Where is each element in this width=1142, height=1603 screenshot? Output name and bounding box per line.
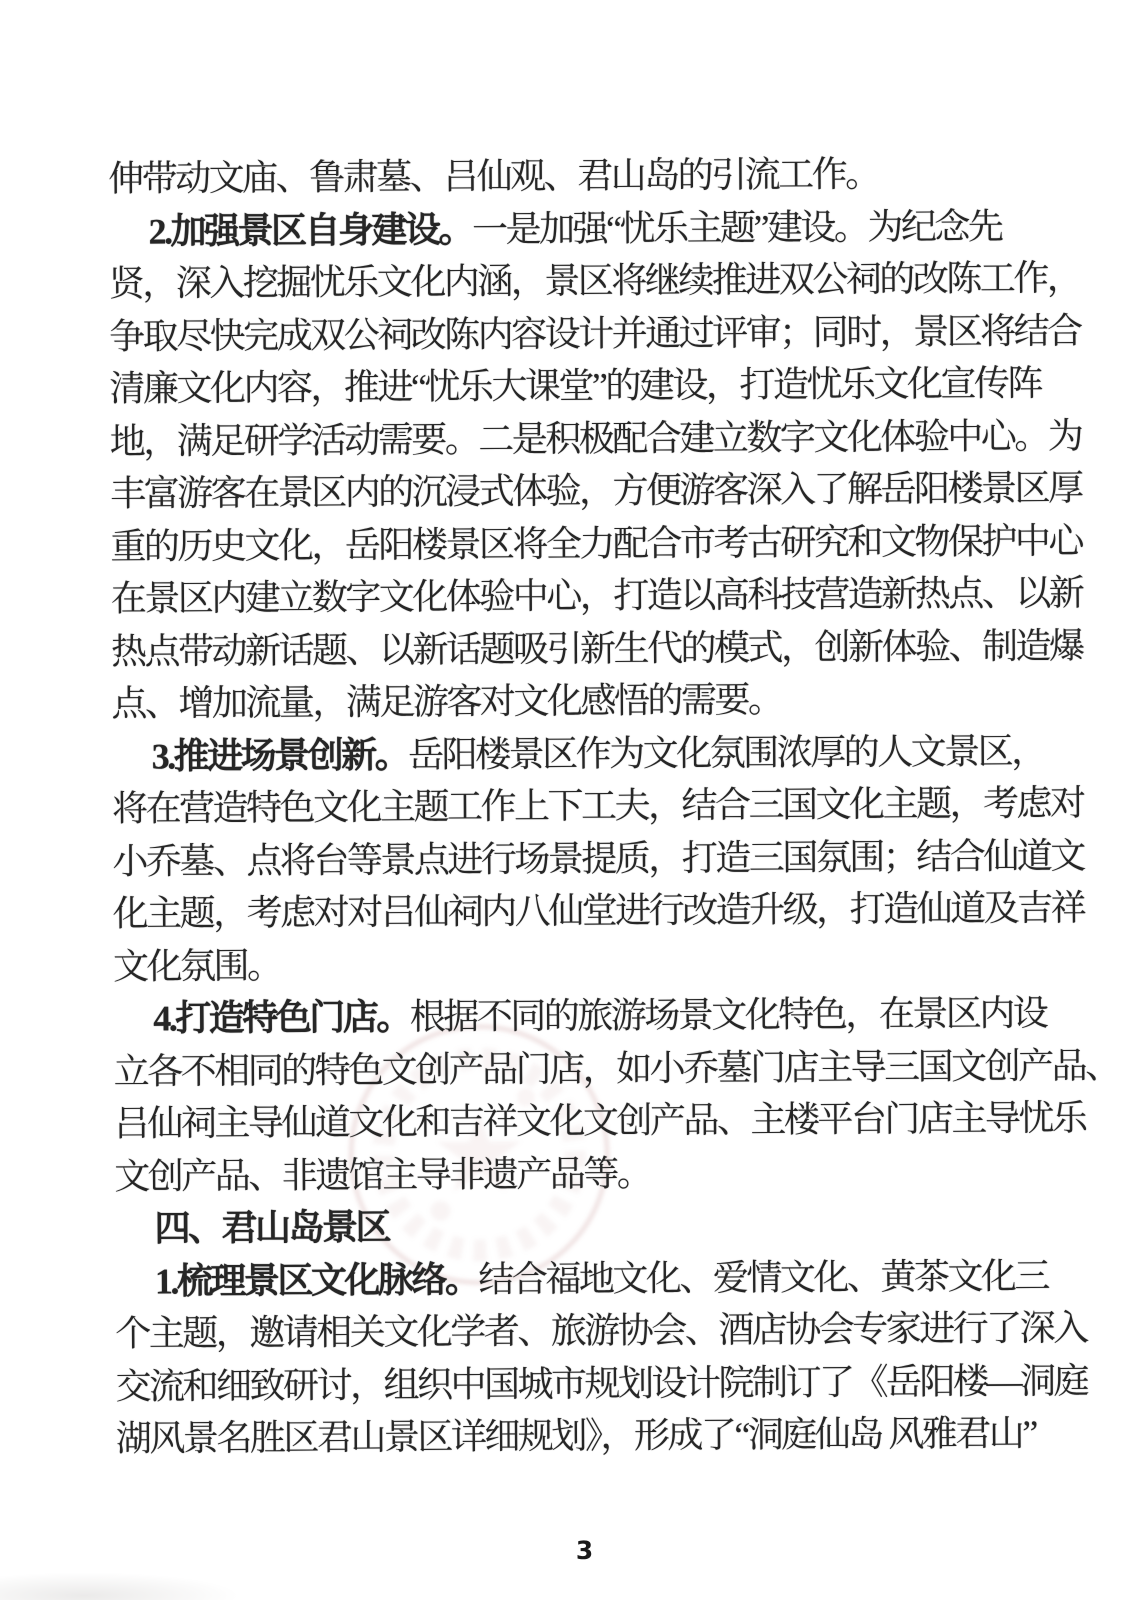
body-text: 伸带动文庙、鲁肃墓、吕仙观、君山岛的引流工作。 [108, 154, 879, 199]
body-text: 结合福地文化、爱情文化、黄茶文化三 [478, 1255, 1049, 1300]
text-line [114, 1197, 1076, 1255]
body-text: 一是加强“忧乐主题”建设。为纪念先 [471, 205, 1002, 250]
text-line [115, 1302, 1087, 1360]
text-line [110, 619, 1083, 677]
text-line [109, 304, 1081, 362]
document-body [108, 147, 1119, 1465]
body-text: 小乔墓、点将台等景点进行场景提质，打造三国氛围；结合仙道文 [112, 835, 1084, 882]
text-line [109, 357, 1071, 415]
section-heading-text: 1.梳理景区文化脉络。 [154, 1259, 479, 1302]
body-text: 个主题，邀请相关文化学者、旅游协会、酒店协会专家进行了深入 [115, 1307, 1087, 1354]
text-line [109, 409, 1082, 467]
text-line [114, 1144, 1076, 1202]
section-heading-text: 3.推进场景创新。 [151, 734, 409, 777]
body-text: 岳阳楼景区作为文化氛围浓厚的人文景区， [408, 730, 1045, 775]
text-line [109, 462, 1082, 520]
text-line [113, 1092, 1086, 1150]
text-line [112, 829, 1084, 887]
body-text: 吕仙祠主导仙道文化和吉祥文化文创产品、主楼平台门店主导忧乐 [113, 1097, 1086, 1144]
section-heading-text: 4.打造特色门店。 [153, 996, 410, 1039]
body-text: 热点带动新话题、以新话题吸引新生代的模式，创新体验、制造爆 [110, 625, 1083, 672]
text-line [115, 1249, 1077, 1307]
page-number: 3 [575, 1535, 594, 1565]
text-line [113, 934, 1075, 992]
body-text: 清廉文化内容，推进“忧乐大课堂”的建设，打造忧乐文化宣传阵 [109, 363, 1042, 409]
body-text: 文创产品、非遗馆主导非遗产品等。 [114, 1153, 651, 1197]
text-line [116, 1407, 1078, 1465]
body-text: 贤，深入挖掘忧乐文化内涵，景区将继续推进双公祠的改陈工作， [108, 257, 1081, 304]
body-text: 争取尽快完成双公祠改陈内容设计并通过评审；同时，景区将结合 [109, 310, 1081, 357]
body-text: 丰富游客在景区内的沉浸式体验，方便游客深入了解岳阳楼景区厚 [109, 467, 1082, 514]
text-line [113, 1039, 1119, 1097]
text-line [108, 199, 1070, 257]
text-line [110, 514, 1083, 572]
body-text: 湖风景名胜区君山景区详细规划》，形成了“洞庭仙岛 风雅君山” [115, 1413, 1036, 1459]
body-text: 交流和细致研讨，组织中国城市规划设计院制订了《岳阳楼—洞庭 [115, 1360, 1088, 1407]
text-line [115, 1354, 1088, 1412]
body-text: 地，满足研学活动需要。二是积极配合建立数字文化体验中心。为 [109, 415, 1082, 462]
body-text: 在景区内建立数字文化体验中心，打造以高科技营造新热点、以新 [110, 572, 1083, 619]
body-text: 重的历史文化，岳阳楼景区将全力配合市考古研究和文物保护中心 [110, 520, 1083, 567]
text-line [110, 567, 1083, 625]
text-line [111, 777, 1084, 835]
text-line [112, 882, 1085, 940]
body-text: 根据不同的旅游场景文化特色，在景区内设 [409, 993, 1047, 1037]
body-text: 点、增加流量，满足游客对文化感悟的需要。 [111, 679, 782, 724]
body-text: 文化氛围。 [112, 945, 281, 987]
body-text: 立各不相同的特色文创产品门店，如小乔墓门店主导三国文创产品、 [113, 1045, 1119, 1092]
text-line [108, 147, 1070, 205]
text-line [111, 672, 1073, 730]
body-text: 将在营造特色文化主题工作上下工夫，结合三国文化主题，考虑对 [111, 782, 1084, 829]
text-line [108, 252, 1081, 310]
text-line [112, 724, 1074, 782]
text-line [113, 987, 1075, 1045]
scan-smudge [0, 1572, 240, 1600]
body-text: 化主题，考虑对对吕仙祠内八仙堂进行改造升级，打造仙道及吉祥 [112, 887, 1085, 934]
section-heading-text: 2.加强景区自身建设。 [148, 209, 473, 252]
section-heading-text: 四、君山岛景区 [154, 1207, 390, 1249]
